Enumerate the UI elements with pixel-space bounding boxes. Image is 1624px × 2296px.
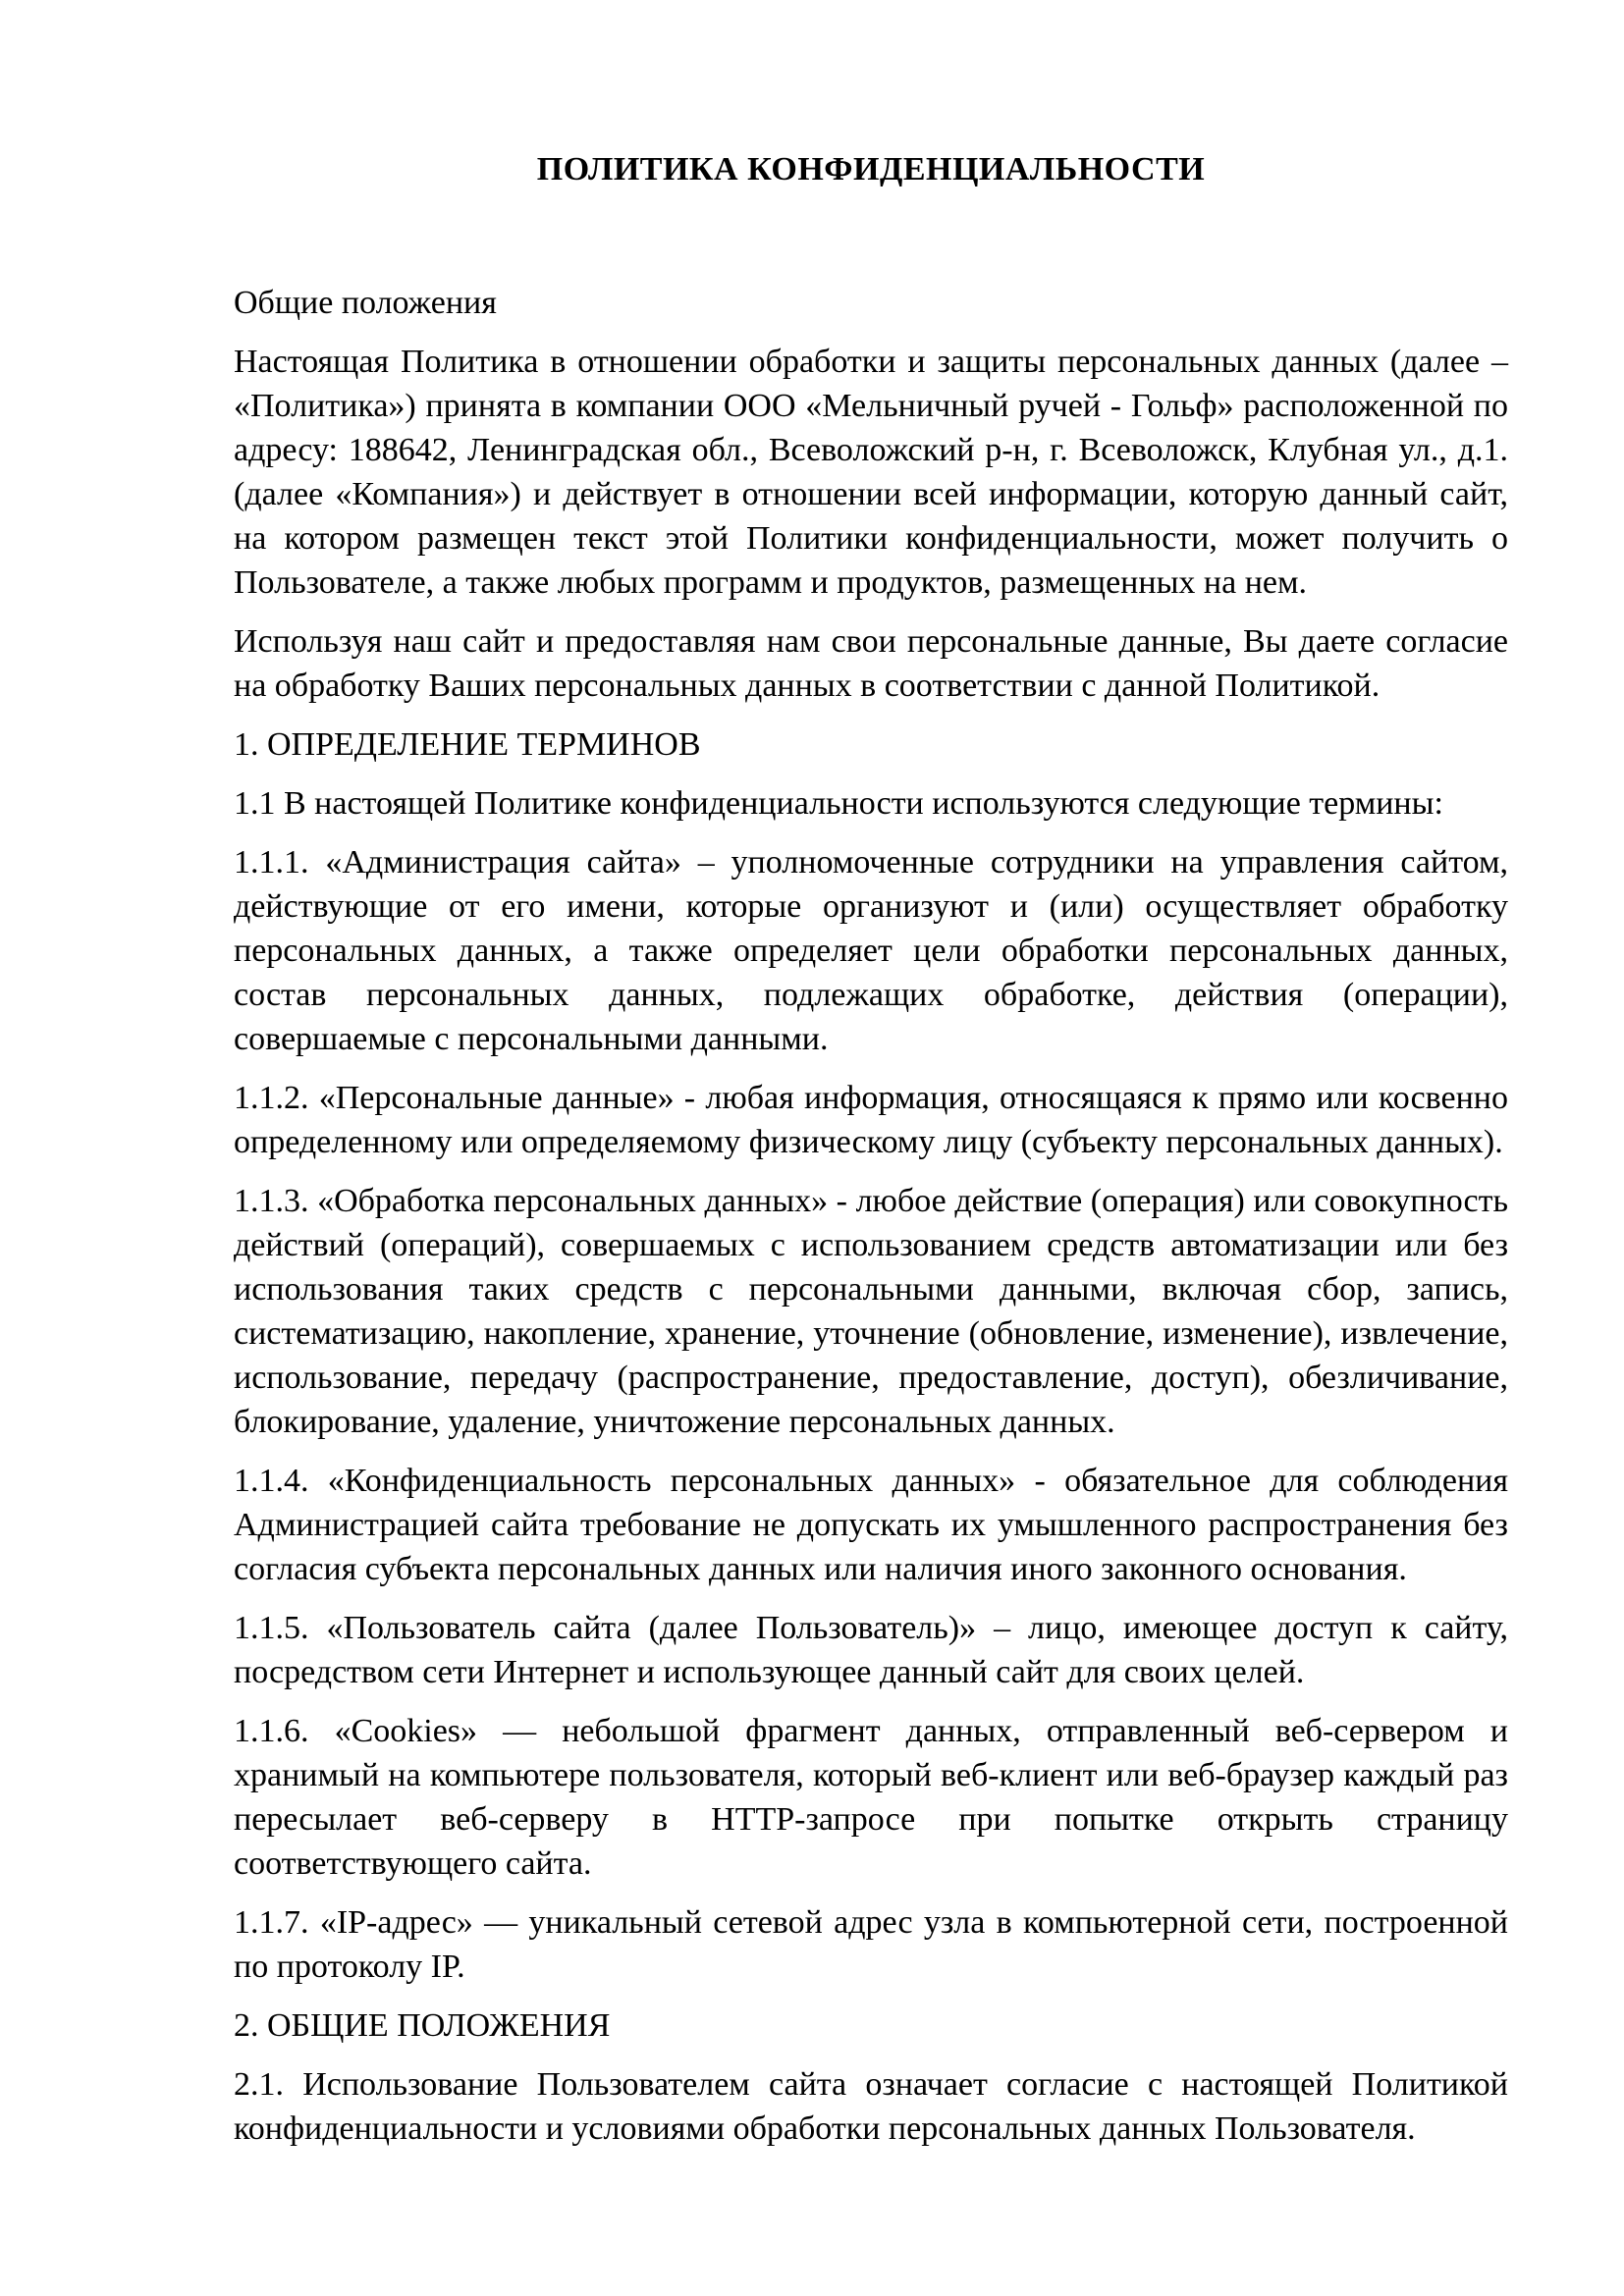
- section-2-heading: 2. ОБЩИЕ ПОЛОЖЕНИЯ: [234, 2007, 611, 2044]
- clause-1-1-5: 1.1.5. «Пользователь сайта (далее Пользователь)» – лицо, имеющее доступ к сайту, посредством сети Интернет и использующее данный сайт для своих целей.: [234, 1610, 1508, 1690]
- clause-1-1-1: 1.1.1. «Администрация сайта» – уполномоченные сотрудники на управления сайтом, действующие от его имени, которые организуют и (или) осуществляет обработку персональных данных, а также определяет цели обработки персональных данных, состав персональных данных, подлежащих обработке, действия (операции), совершаемые с персональными данными.: [234, 844, 1508, 1057]
- clause-1-1-7: 1.1.7. «IP-адрес» — уникальный сетевой адрес узла в компьютерной сети, построенной по протоколу IP.: [234, 1904, 1508, 1985]
- intro-paragraph-2: Используя наш сайт и предоставляя нам свои персональные данные, Вы даете согласие на обработку Ваших персональных данных в соответствии с данной Политикой.: [234, 623, 1508, 704]
- clause-1-1-6: 1.1.6. «Cookies» — небольшой фрагмент данных, отправленный веб-сервером и хранимый на компьютере пользователя, который веб-клиент или веб-браузер каждый раз пересылает веб-серверу в HTTP-запросе при попытке открыть страницу соответствующего сайта.: [234, 1713, 1508, 1882]
- clause-2-1: 2.1. Использование Пользователем сайта означает согласие с настоящей Политикой конфиденциальности и условиями обработки персональных данных Пользователя.: [234, 2066, 1508, 2147]
- subtitle-general-provisions: Общие положения: [234, 285, 497, 321]
- document-title: ПОЛИТИКА КОНФИДЕНЦИАЛЬНОСТИ: [536, 151, 1206, 187]
- clause-1-1-2: 1.1.2. «Персональные данные» - любая информация, относящаяся к прямо или косвенно определенному или определяемому физическому лицу (субъекту персональных данных).: [234, 1080, 1508, 1160]
- clause-1-1-3: 1.1.3. «Обработка персональных данных» - любое действие (операция) или совокупность действий (операций), совершаемых с использованием средств автоматизации или без использования таких средств с персональными данными, включая сбор, запись, систематизацию, накопление, хранение, уточнение (обновление, изменение), извлечение, использование, передачу (распространение, предоставление, доступ), обезличивание, блокирование, удаление, уничтожение персональных данных.: [234, 1183, 1508, 1440]
- intro-paragraph-1: Настоящая Политика в отношении обработки и защиты персональных данных (далее – «Политика») принята в компании ООО «Мельничный ручей - Гольф» расположенной по адресу: 188642, Ленинградская обл., Всеволожский р-н, г. Всеволожск, Клубная ул., д.1. (далее «Компания») и действует в отношении всей информации, которую данный сайт, на котором размещен текст этой Политики конфиденциальности, может получить о Пользователе, а также любых программ и продуктов, размещенных на нем.: [234, 344, 1508, 601]
- clause-1-1: 1.1 В настоящей Политике конфиденциальности используются следующие термины:: [234, 785, 1443, 822]
- section-1-heading: 1. ОПРЕДЕЛЕНИЕ ТЕРМИНОВ: [234, 726, 701, 763]
- clause-1-1-4: 1.1.4. «Конфиденциальность персональных данных» - обязательное для соблюдения Администрацией сайта требование не допускать их умышленного распространения без согласия субъекта персональных данных или наличия иного законного основания.: [234, 1463, 1508, 1587]
